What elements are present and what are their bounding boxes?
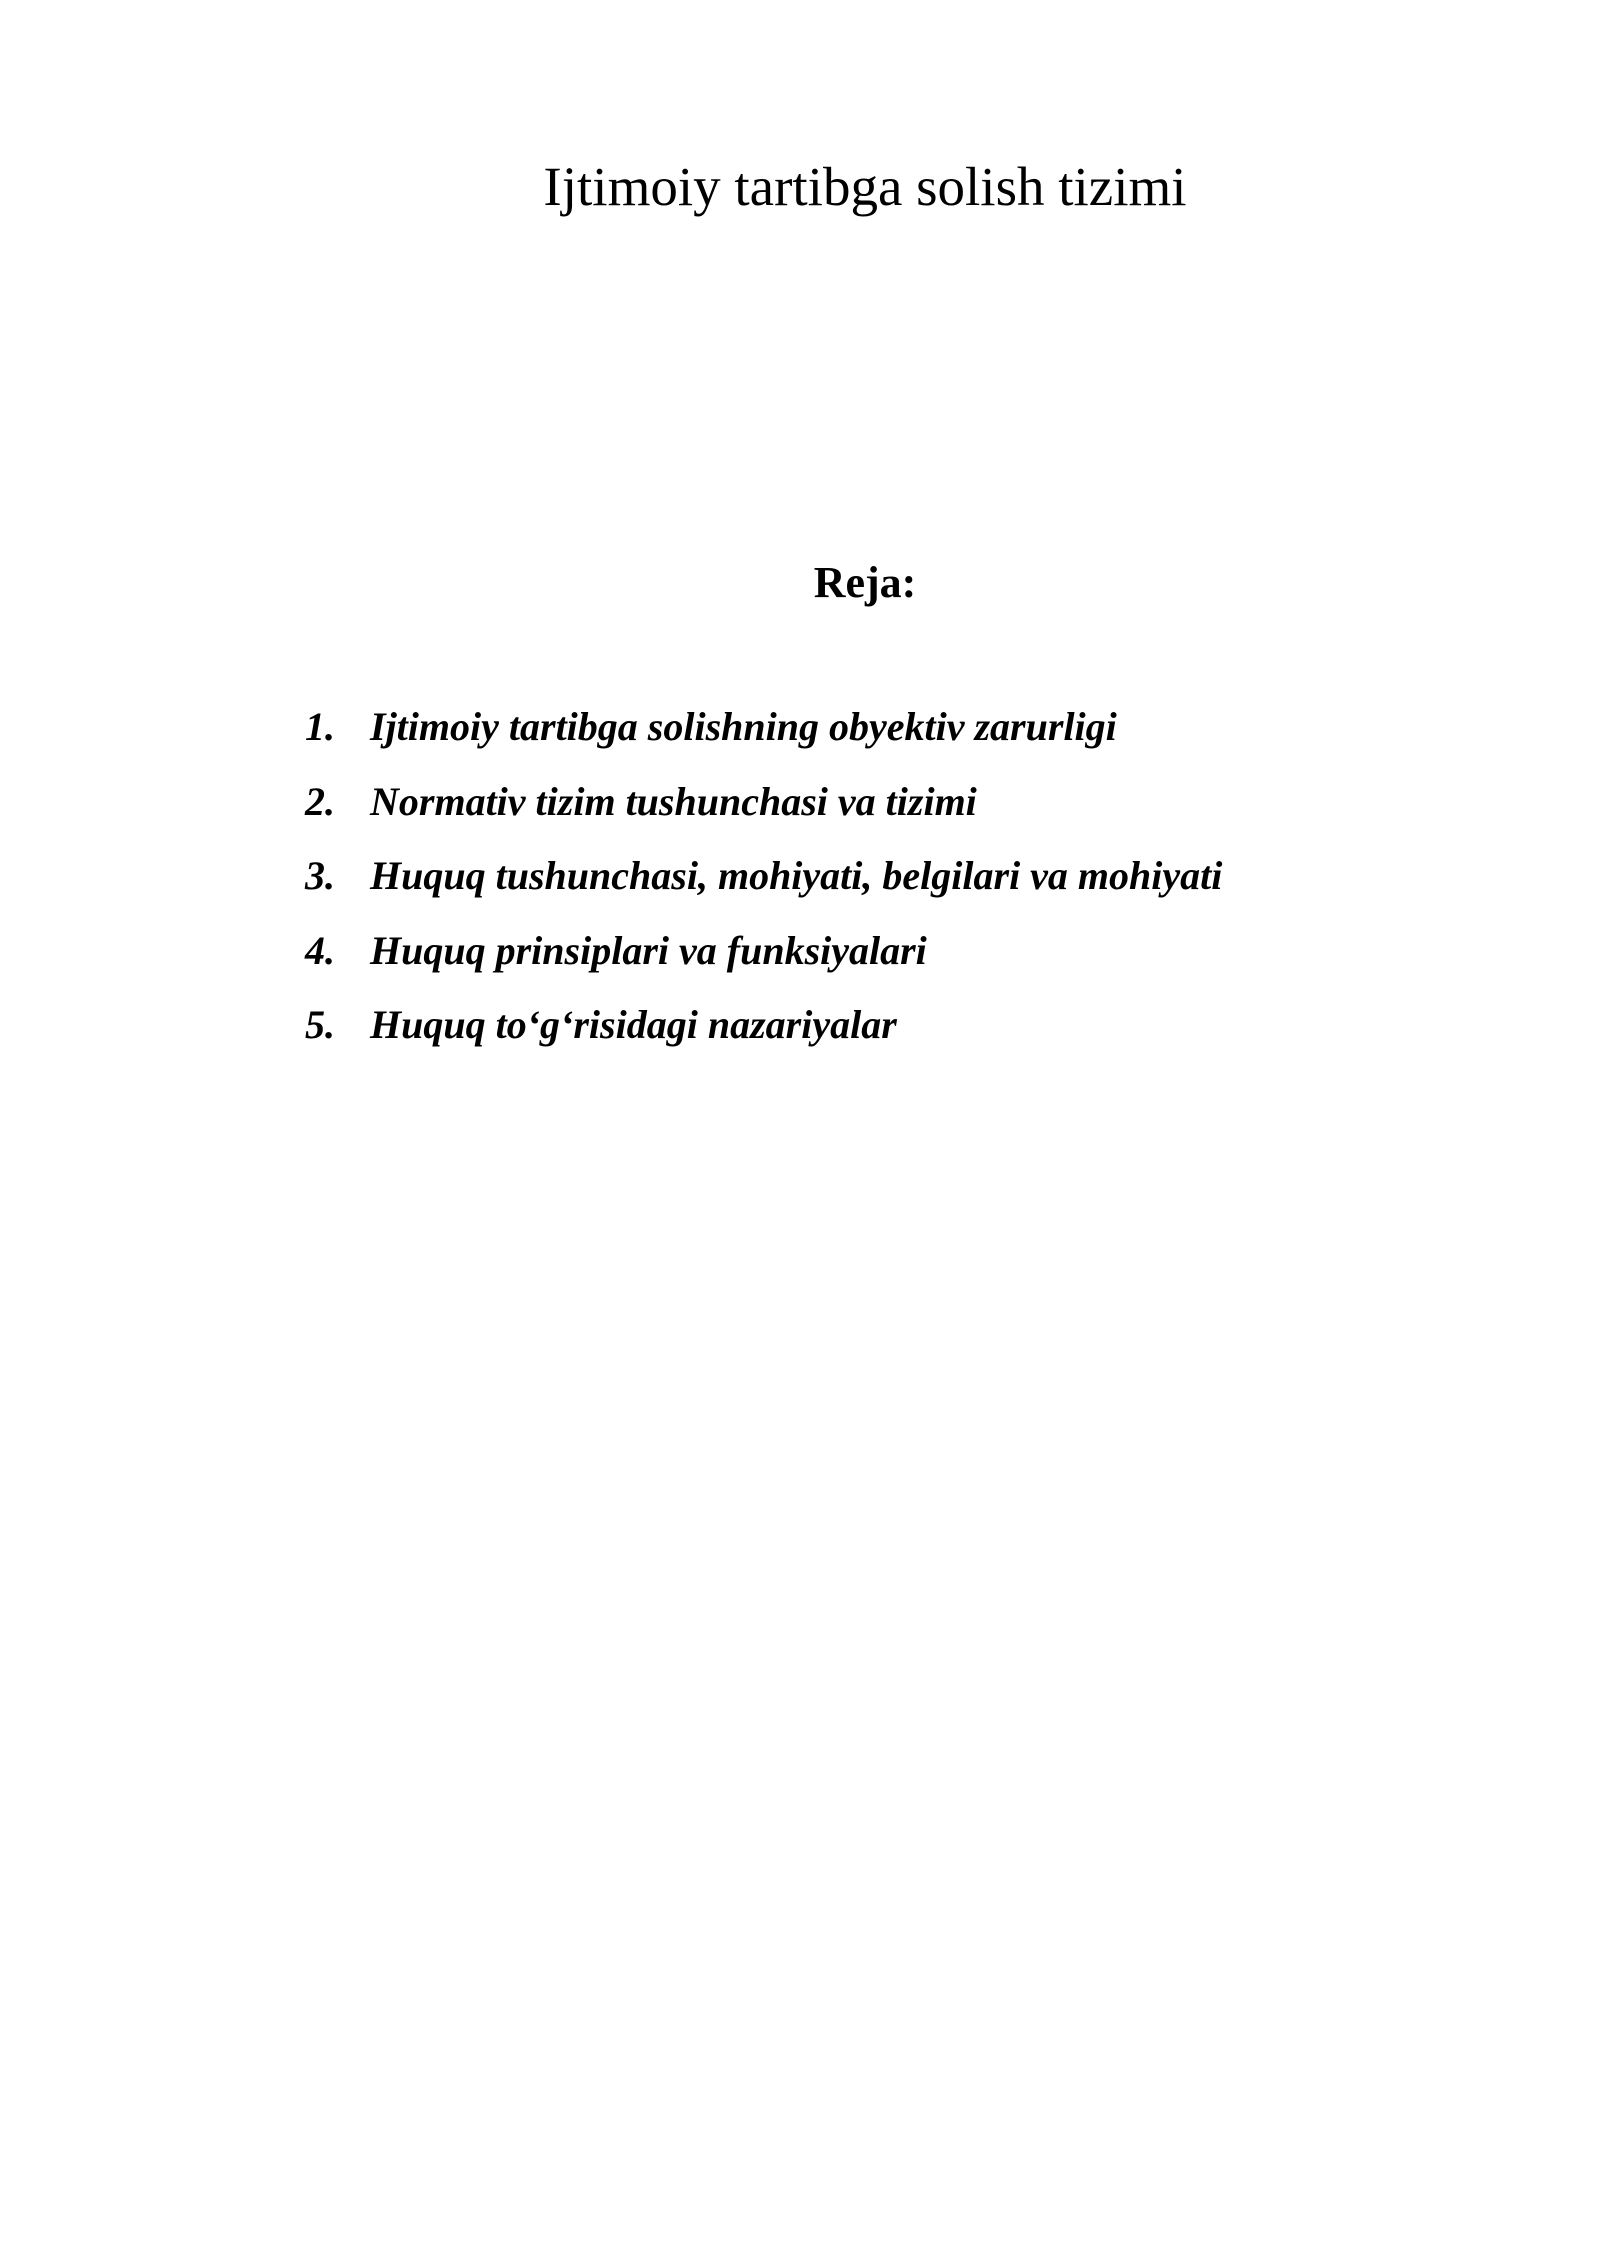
plan-item: [305, 839, 1222, 914]
plan-item-number: 2.: [305, 778, 335, 824]
plan-item: [305, 690, 1222, 765]
plan-item-text: Ijtimoiy tartibga solishning obyektiv zarurligi: [370, 704, 1117, 749]
plan-item: [305, 988, 1222, 1063]
plan-item-number: 3.: [305, 853, 335, 898]
plan-item-text: Normativ tizim tushunchasi va tizimi: [370, 778, 977, 824]
page-title: Ijtimoiy tartibga solish tizimi: [543, 156, 1187, 217]
plan-item: [305, 914, 1222, 989]
plan-item-text: Huquq tushunchasi, mohiyati, belgilari va mohiyati: [370, 853, 1223, 898]
plan-item-number: 5.: [305, 1002, 335, 1047]
plan-heading: Reja:: [813, 558, 917, 607]
plan-item-text: Huquq to‘g‘risidagi nazariyalar: [370, 1002, 897, 1047]
plan-list: [305, 690, 1222, 1063]
plan-item-number: 1.: [305, 704, 335, 749]
plan-item: [305, 765, 1222, 840]
plan-item-number: 4.: [305, 927, 335, 973]
plan-item-text: Huquq prinsiplari va funksiyalari: [370, 927, 927, 973]
